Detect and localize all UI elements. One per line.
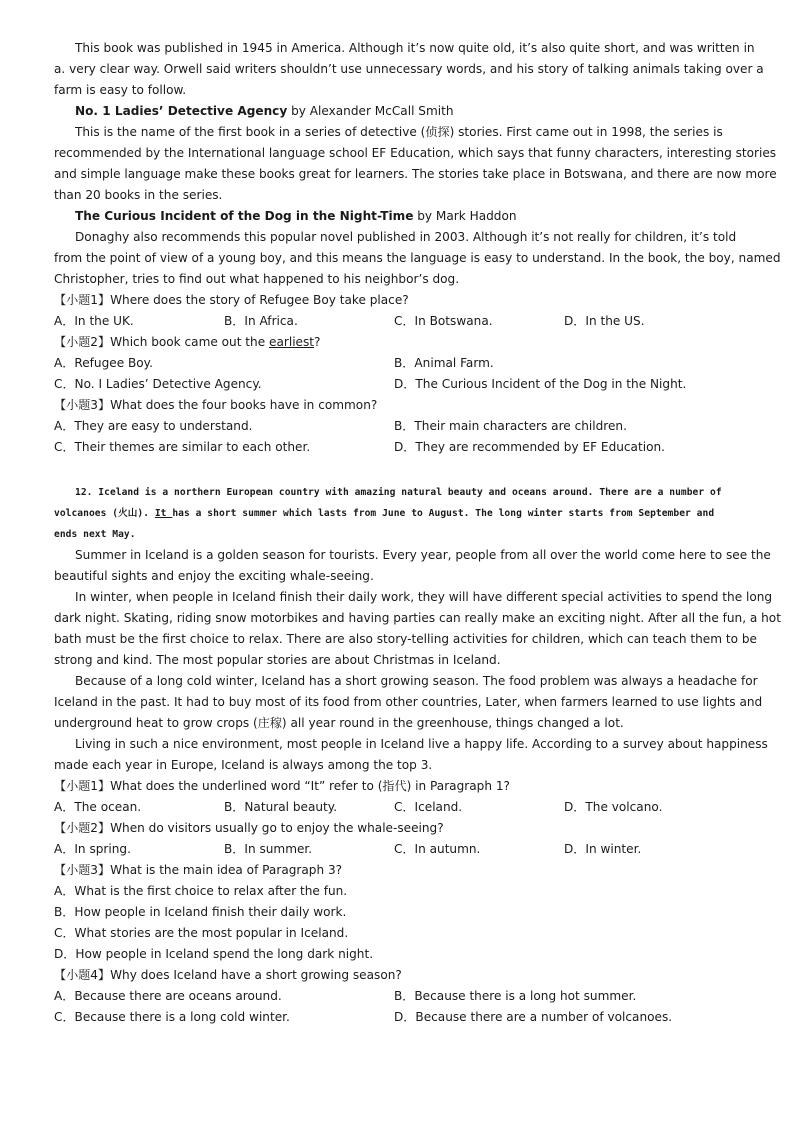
question-block bbox=[54, 332, 740, 395]
passage1-paragraph-curious-incident bbox=[54, 227, 781, 290]
option-row bbox=[54, 416, 740, 437]
question-text: 【小题3】What is the main idea of Paragraph 3? bbox=[54, 863, 343, 877]
question-block bbox=[54, 965, 740, 1028]
text-line: than 20 books in the series. bbox=[54, 188, 223, 202]
option-b[interactable]: B．Natural beauty. bbox=[224, 800, 338, 814]
passage2-intro bbox=[54, 482, 740, 545]
question-block bbox=[54, 776, 740, 818]
option-row bbox=[54, 923, 740, 944]
option-c[interactable]: C．No. I Ladies’ Detective Agency. bbox=[54, 377, 262, 391]
question-text: 【小题3】What does the four books have in common? bbox=[54, 398, 378, 412]
question-stem bbox=[54, 332, 740, 353]
question-block bbox=[54, 818, 740, 860]
text-line: This book was published in 1945 in America. Although it’s now quite old, it’s also quite short, and was written in bbox=[75, 41, 755, 55]
question-stem bbox=[54, 395, 740, 416]
book-title: The Curious Incident of the Dog in the Night-Time bbox=[75, 209, 414, 223]
option-d[interactable]: D．In the US. bbox=[564, 314, 645, 328]
text-line: This is the name of the first book in a series of detective (侦探) stories. First came out in 1998, the series is bbox=[75, 125, 723, 139]
text-line: made each year in Europe, Iceland is always among the top 3. bbox=[54, 758, 433, 772]
option-b[interactable]: B．Their main characters are children. bbox=[394, 419, 627, 433]
text-line: strong and kind. The most popular stories are about Christmas in Iceland. bbox=[54, 653, 501, 667]
option-row bbox=[54, 437, 740, 458]
text-line: underground heat to grow crops (庄稼) all year round in the greenhouse, things changed a lot. bbox=[54, 716, 624, 730]
option-b[interactable]: B．In summer. bbox=[224, 842, 313, 856]
text-line: Because of a long cold winter, Iceland has a short growing season. The food problem was always a headache for bbox=[75, 674, 758, 688]
section-gap bbox=[54, 458, 740, 482]
passage2-paragraph-growing-season bbox=[54, 671, 763, 734]
option-a[interactable]: A．What is the first choice to relax after the fun. bbox=[54, 884, 348, 898]
question-block bbox=[54, 860, 740, 965]
intro-text: 12. Iceland is a northern European country with amazing natural beauty and oceans around. There are a number of bbox=[75, 487, 722, 498]
passage2-paragraph-summer bbox=[54, 545, 771, 587]
option-row bbox=[54, 839, 740, 860]
option-a[interactable]: A．Refugee Boy. bbox=[54, 356, 153, 370]
option-row bbox=[54, 374, 740, 395]
option-b[interactable]: B．Because there is a long hot summer. bbox=[394, 989, 637, 1003]
intro-line bbox=[54, 503, 740, 524]
option-b[interactable]: B．In Africa. bbox=[224, 314, 298, 328]
option-d[interactable]: D．Because there are a number of volcanoes. bbox=[394, 1010, 673, 1024]
option-row bbox=[54, 353, 740, 374]
option-c[interactable]: C．Their themes are similar to each other. bbox=[54, 440, 311, 454]
option-c[interactable]: C．Because there is a long cold winter. bbox=[54, 1010, 290, 1024]
question-block bbox=[54, 290, 740, 332]
option-b[interactable]: B．How people in Iceland finish their daily work. bbox=[54, 905, 347, 919]
book-heading-curious-incident bbox=[54, 206, 740, 227]
question-text: 【小题2】When do visitors usually go to enjoy the whale-seeing? bbox=[54, 821, 444, 835]
text-line: from the point of view of a young boy, and this means the language is easy to understand. In the book, the boy, named bbox=[54, 251, 781, 265]
text-line: dark night. Skating, riding snow motorbikes and having parties can really make an exciting night. After all the fun, a hot bbox=[54, 611, 781, 625]
question-text: 【小题4】Why does Iceland have a short growing season? bbox=[54, 968, 402, 982]
passage2-paragraph-happiness bbox=[54, 734, 768, 776]
document-page bbox=[54, 38, 781, 1028]
text-line: Living in such a nice environment, most people in Iceland live a happy life. According to a survey about happiness bbox=[75, 737, 768, 751]
intro-line bbox=[54, 524, 740, 545]
question-stem bbox=[54, 776, 740, 797]
text-line: a. very clear way. Orwell said writers shouldn’t use unnecessary words, and his story of talking animals taking over a bbox=[54, 62, 764, 76]
text-line: Donaghy also recommends this popular novel published in 2003. Although it’s not really for children, it’s told bbox=[75, 230, 737, 244]
text-line: and simple language make these books great for learners. The stories take place in Botswana, and there are now more bbox=[54, 167, 777, 181]
text-line: Summer in Iceland is a golden season for tourists. Every year, people from all over the world come here to see the bbox=[75, 548, 771, 562]
option-d[interactable]: D．How people in Iceland spend the long dark night. bbox=[54, 947, 374, 961]
option-a[interactable]: A．The ocean. bbox=[54, 800, 142, 814]
intro-text: has a short summer which lasts from June to August. The long winter starts from September and bbox=[172, 508, 715, 519]
book-title: No. 1 Ladies’ Detective Agency bbox=[75, 104, 288, 118]
option-row bbox=[54, 902, 740, 923]
question-text: 【小题2】Which book came out the bbox=[54, 335, 270, 349]
underlined-word-it: It bbox=[154, 508, 173, 519]
text-line: beautiful sights and enjoy the exciting whale-seeing. bbox=[54, 569, 374, 583]
intro-text: ends next May. bbox=[54, 529, 136, 540]
option-c[interactable]: C．In Botswana. bbox=[394, 314, 493, 328]
text-line: farm is easy to follow. bbox=[54, 83, 187, 97]
book-author: by Mark Haddon bbox=[413, 209, 517, 223]
option-a[interactable]: A．They are easy to understand. bbox=[54, 419, 253, 433]
text-line: recommended by the International language school EF Education, which says that funny characters, interesting stories bbox=[54, 146, 777, 160]
underlined-keyword: earliest bbox=[269, 335, 315, 349]
option-d[interactable]: D．The Curious Incident of the Dog in the Night. bbox=[394, 377, 687, 391]
question-stem bbox=[54, 818, 740, 839]
intro-line bbox=[54, 482, 740, 503]
option-d[interactable]: D．The volcano. bbox=[564, 800, 663, 814]
option-row bbox=[54, 1007, 740, 1028]
option-row bbox=[54, 944, 740, 965]
passage1-paragraph-animal-farm bbox=[54, 38, 764, 101]
option-d[interactable]: D．They are recommended by EF Education. bbox=[394, 440, 665, 454]
option-b[interactable]: B．Animal Farm. bbox=[394, 356, 494, 370]
text-line: Iceland in the past. It had to buy most of its food from other countries, Later, when farmers learned to use lights and bbox=[54, 695, 763, 709]
option-row bbox=[54, 881, 740, 902]
option-row bbox=[54, 311, 740, 332]
option-a[interactable]: A．In the UK. bbox=[54, 314, 134, 328]
passage1-paragraph-ladies-detective bbox=[54, 122, 777, 206]
option-row bbox=[54, 797, 740, 818]
question-group-2 bbox=[54, 776, 740, 1028]
option-a[interactable]: A．In spring. bbox=[54, 842, 131, 856]
book-author: by Alexander McCall Smith bbox=[287, 104, 454, 118]
book-heading-ladies-detective bbox=[54, 101, 740, 122]
option-c[interactable]: C．In autumn. bbox=[394, 842, 481, 856]
question-stem bbox=[54, 290, 740, 311]
text-line: Christopher, tries to find out what happened to his neighbor’s dog. bbox=[54, 272, 460, 286]
question-stem bbox=[54, 860, 740, 881]
question-stem bbox=[54, 965, 740, 986]
question-text: 【小题1】What does the underlined word “It” refer to (指代) in Paragraph 1? bbox=[54, 779, 510, 793]
option-c[interactable]: C．What stories are the most popular in Iceland. bbox=[54, 926, 349, 940]
option-a[interactable]: A．Because there are oceans around. bbox=[54, 989, 282, 1003]
question-text: ? bbox=[314, 335, 321, 349]
question-block bbox=[54, 395, 740, 458]
text-line: bath must be the first choice to relax. There are also story-telling activities for children, which can teach them to be bbox=[54, 632, 757, 646]
question-text: 【小题1】Where does the story of Refugee Boy take place? bbox=[54, 293, 409, 307]
option-c[interactable]: C．Iceland. bbox=[394, 800, 463, 814]
passage2-paragraph-winter bbox=[54, 587, 781, 671]
option-d[interactable]: D．In winter. bbox=[564, 842, 642, 856]
question-group-1 bbox=[54, 290, 740, 458]
intro-text: volcanoes (火山). bbox=[54, 508, 155, 519]
option-row bbox=[54, 986, 740, 1007]
text-line: In winter, when people in Iceland finish their daily work, they will have different special activities to spend the long bbox=[75, 590, 773, 604]
